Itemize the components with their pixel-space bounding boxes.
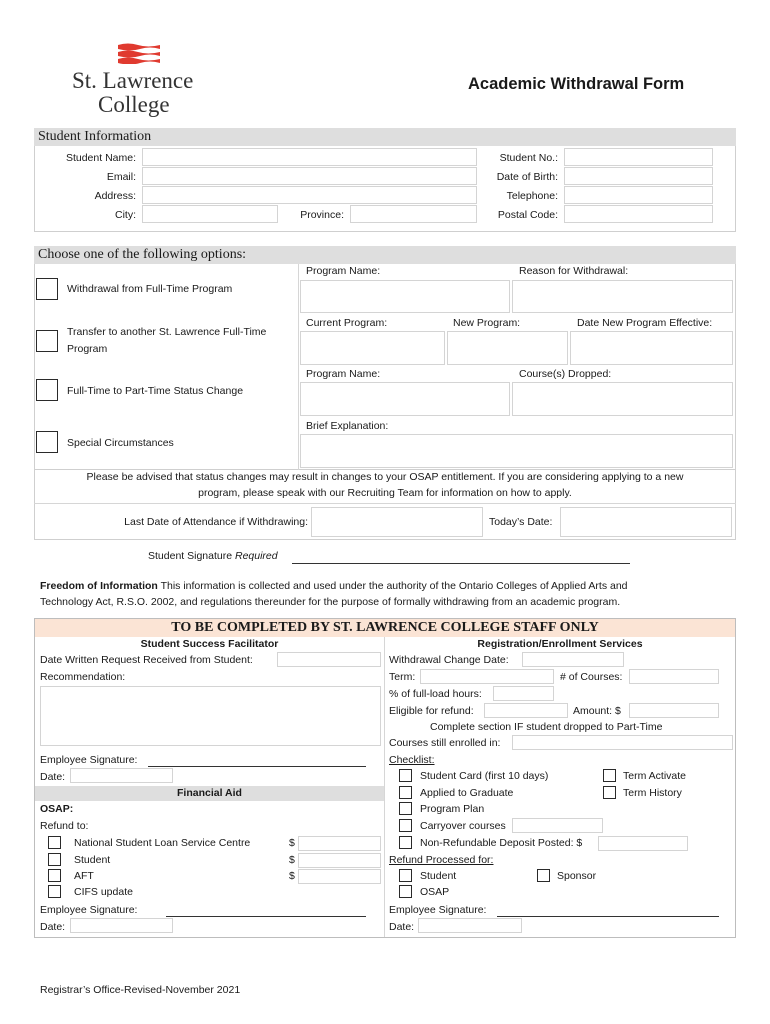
date-1-label: Date: (40, 771, 66, 783)
brief-explanation-field[interactable] (300, 434, 733, 468)
applied-graduate-label: Applied to Graduate (420, 787, 514, 799)
new-program-label: New Program: (453, 317, 521, 329)
date-3-label: Date: (389, 921, 415, 933)
program-plan-label: Program Plan (420, 803, 485, 815)
city-label: City: (115, 209, 136, 221)
date-1-field[interactable] (70, 768, 173, 783)
flag-icon (116, 42, 162, 64)
term-history-checkbox[interactable] (603, 786, 616, 799)
refund-to-label: Refund to: (40, 820, 89, 832)
emp-sig-3-line[interactable] (497, 916, 719, 917)
fin-aid-heading: Financial Aid (177, 787, 242, 799)
notice-separator (34, 503, 736, 504)
courses-enrolled-field[interactable] (512, 735, 733, 750)
reason-label: Reason for Withdrawal: (519, 265, 629, 277)
num-courses-field[interactable] (629, 669, 719, 684)
emp-sig-3-label: Employee Signature: (389, 904, 487, 916)
student-amount-field[interactable] (298, 853, 381, 868)
foi-line-2: Technology Act, R.S.O. 2002, and regulations thereunder for the purpose of formally withdrawing from an academic program. (40, 596, 621, 608)
special-checkbox[interactable] (36, 431, 58, 453)
student-no-label: Student No.: (499, 152, 558, 164)
program-name-label: Program Name: (306, 265, 381, 277)
date-2-label: Date: (40, 921, 66, 933)
rp-student-label: Student (420, 870, 457, 882)
program-plan-checkbox[interactable] (399, 802, 412, 815)
logo-line-2: College (98, 92, 170, 117)
pct-full-load-field[interactable] (493, 686, 554, 701)
nonrefundable-field[interactable] (598, 836, 688, 851)
cifs-label: CIFS update (74, 886, 133, 898)
notice-line-1: Please be advised that status changes may result in changes to your OSAP entitlement. If you are considering applying to a new (86, 471, 684, 483)
province-label: Province: (300, 209, 344, 221)
aft-label: AFT (74, 870, 94, 882)
pct-full-load-label: % of full-load hours: (389, 688, 482, 700)
rp-sponsor-checkbox[interactable] (537, 869, 550, 882)
student-no-field[interactable] (564, 148, 713, 166)
applied-graduate-checkbox[interactable] (399, 786, 412, 799)
courses-dropped-label: Course(s) Dropped: (519, 368, 612, 380)
student-signature-label (148, 550, 278, 562)
rp-osap-checkbox[interactable] (399, 885, 412, 898)
address-field[interactable] (142, 186, 477, 204)
date-effective-field[interactable] (570, 331, 733, 365)
email-label: Email: (106, 171, 136, 183)
options-divider (298, 264, 299, 470)
term-activate-checkbox[interactable] (603, 769, 616, 782)
logo-line-1: St. Lawrence (72, 68, 194, 93)
dob-label: Date of Birth: (496, 171, 558, 183)
student-refund-checkbox[interactable] (48, 853, 61, 866)
staff-divider (384, 637, 385, 937)
postal-field[interactable] (564, 205, 713, 223)
foi-bold: Freedom of Information (40, 580, 158, 592)
recommendation-label: Recommendation: (40, 671, 126, 683)
options-heading: Choose one of the following options: (34, 246, 736, 264)
nslsc-dollar: $ (289, 837, 295, 849)
nslsc-label: National Student Loan Service Centre (74, 837, 251, 849)
student-name-label: Student Name: (65, 152, 136, 164)
telephone-field[interactable] (564, 186, 713, 204)
date-3-field[interactable] (418, 918, 522, 933)
aft-amount-field[interactable] (298, 869, 381, 884)
date-written-field[interactable] (277, 652, 381, 667)
current-program-field[interactable] (300, 331, 445, 365)
province-field[interactable] (350, 205, 477, 223)
withdrawal-change-field[interactable] (522, 652, 624, 667)
checklist-label: Checklist: (389, 754, 435, 766)
transfer-label-1: Transfer to another St. Lawrence Full-Time (67, 326, 267, 338)
eligible-field[interactable] (484, 703, 568, 718)
date-2-field[interactable] (70, 918, 173, 933)
city-field[interactable] (142, 205, 278, 223)
todays-date-field[interactable] (560, 507, 732, 537)
address-label: Address: (94, 190, 136, 202)
term-label: Term: (389, 671, 416, 683)
num-courses-label: # of Courses: (560, 671, 623, 683)
withdrawal-change-label: Withdrawal Change Date: (389, 654, 509, 666)
last-date-field[interactable] (311, 507, 483, 537)
transfer-checkbox[interactable] (36, 330, 58, 352)
rp-sponsor-label: Sponsor (557, 870, 597, 882)
courses-dropped-field[interactable] (512, 382, 733, 416)
term-field[interactable] (420, 669, 554, 684)
dob-field[interactable] (564, 167, 713, 185)
transfer-label-2: Program (67, 343, 108, 355)
eligible-label: Eligible for refund: (389, 705, 474, 717)
carryover-checkbox[interactable] (399, 819, 412, 832)
footer-text: Registrar’s Office-Revised-November 2021 (40, 984, 241, 996)
college-logo (72, 42, 202, 122)
last-date-label: Last Date of Attendance if Withdrawing: (124, 516, 308, 528)
nslsc-amount-field[interactable] (298, 836, 381, 851)
form-title: Academic Withdrawal Form (468, 75, 685, 93)
courses-enrolled-label: Courses still enrolled in: (389, 737, 501, 749)
todays-date-label: Today’s Date: (489, 516, 553, 528)
program-name-2-field[interactable] (300, 382, 510, 416)
status-change-checkbox[interactable] (36, 379, 58, 401)
special-label: Special Circumstances (67, 437, 174, 449)
reg-heading: Registration/Enrollment Services (477, 638, 643, 650)
emp-sig-2-line[interactable] (166, 916, 366, 917)
student-dollar: $ (289, 854, 295, 866)
date-written-label: Date Written Request Received from Student: (40, 654, 253, 666)
student-info-heading: Student Information (34, 128, 736, 146)
student-card-label: Student Card (first 10 days) (420, 770, 549, 782)
nslsc-checkbox[interactable] (48, 836, 61, 849)
telephone-label: Telephone: (506, 190, 558, 202)
withdrawal-checkbox[interactable] (36, 278, 58, 300)
foi-text-1: This information is collected and used under the authority of the Ontario Colleges of Applied Arts and (157, 580, 628, 592)
brief-explanation-label: Brief Explanation: (306, 420, 389, 432)
nonrefundable-label: Non-Refundable Deposit Posted: $ (420, 837, 583, 849)
program-name-2-label: Program Name: (306, 368, 381, 380)
email-field[interactable] (142, 167, 477, 185)
foi-line-1 (40, 580, 628, 592)
postal-label: Postal Code: (497, 209, 558, 221)
refund-processed-label: Refund Processed for: (389, 854, 494, 866)
term-history-label: Term History (623, 787, 682, 799)
student-name-field[interactable] (142, 148, 477, 166)
ssf-heading: Student Success Facilitator (140, 638, 279, 650)
emp-sig-1-line[interactable] (148, 766, 366, 767)
emp-sig-2-label: Employee Signature: (40, 904, 138, 916)
rp-student-checkbox[interactable] (399, 869, 412, 882)
program-name-field[interactable] (300, 280, 510, 313)
student-card-checkbox[interactable] (399, 769, 412, 782)
current-program-label: Current Program: (306, 317, 388, 329)
complete-section-label: Complete section IF student dropped to Part-Time (430, 721, 663, 733)
student-refund-label: Student (74, 854, 111, 866)
new-program-field[interactable] (447, 331, 568, 365)
amount-field[interactable] (629, 703, 719, 718)
notice-line-2: program, please speak with our Recruiting Team for information on how to apply. (198, 487, 572, 499)
aft-checkbox[interactable] (48, 869, 61, 882)
osap-label: OSAP: (40, 803, 74, 815)
amount-label: Amount: $ (573, 705, 621, 717)
date-effective-label: Date New Program Effective: (577, 317, 713, 329)
rp-osap-label: OSAP (420, 886, 450, 898)
student-signature-text: Student Signature (148, 550, 235, 562)
student-signature-line[interactable] (292, 563, 630, 564)
staff-heading: TO BE COMPLETED BY ST. LAWRENCE COLLEGE STAFF ONLY (35, 619, 735, 637)
reason-field[interactable] (512, 280, 733, 313)
cifs-checkbox[interactable] (48, 885, 61, 898)
status-change-label: Full-Time to Part-Time Status Change (67, 385, 244, 397)
term-activate-label: Term Activate (623, 770, 687, 782)
withdrawal-label: Withdrawal from Full-Time Program (67, 283, 233, 295)
carryover-field[interactable] (512, 818, 603, 833)
recommendation-field[interactable] (40, 686, 381, 746)
required-text: Required (234, 550, 278, 562)
nonrefundable-checkbox[interactable] (399, 836, 412, 849)
carryover-label: Carryover courses (420, 820, 506, 832)
emp-sig-1-label: Employee Signature: (40, 754, 138, 766)
aft-dollar: $ (289, 870, 295, 882)
